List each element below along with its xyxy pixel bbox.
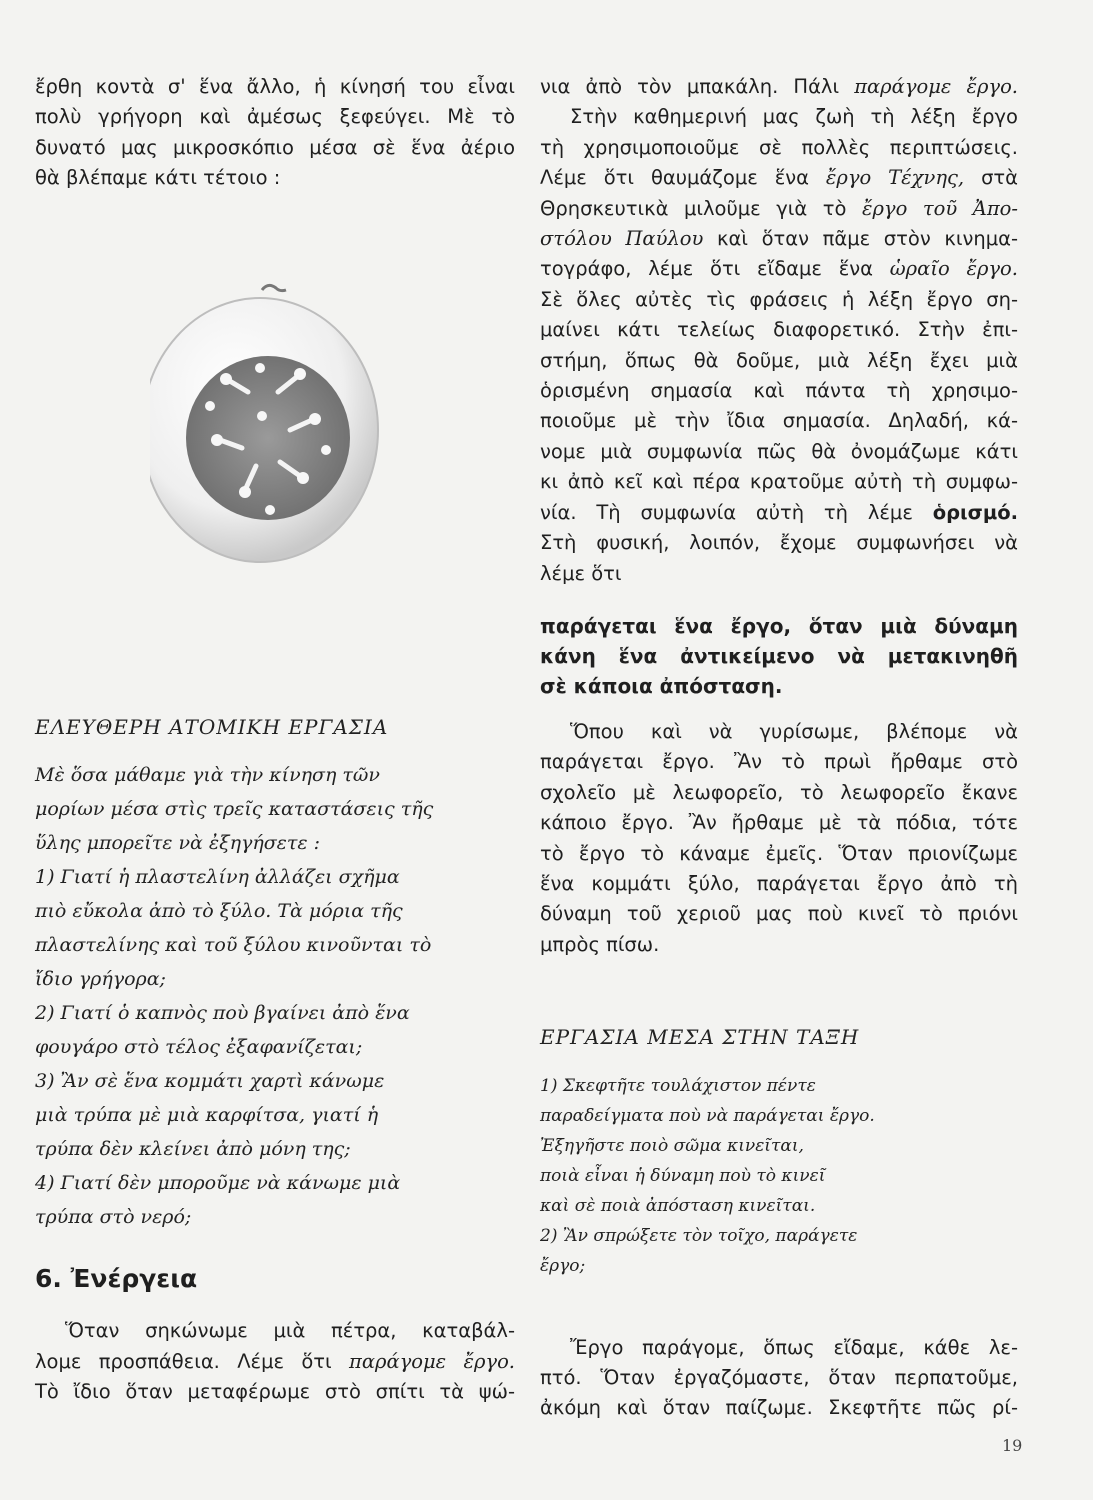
- exercise-line: παραδείγματα ποὺ νὰ παράγεται ἔργο.: [540, 1105, 875, 1126]
- italic-term: στόλου Παύλου: [540, 227, 704, 251]
- text-span: στὰ: [981, 166, 1019, 190]
- text-line: στήμη, ὅπως θὰ δοῦμε, μιὰ λέξη ἔχει μιὰ: [540, 348, 1018, 372]
- text-line: ὁρισμένη σημασία καὶ πάντα τὴ χρησιμο-: [540, 379, 1018, 403]
- exercise-line: τρύπα δὲν κλείνει ἀπὸ μόνη της;: [35, 1138, 351, 1161]
- balloon-molecules-illustration: [150, 280, 450, 580]
- text-span: καὶ ὅταν πᾶμε στὸν κινημα-: [717, 227, 1018, 251]
- text-line: παράγεται ἔργο. Ἂν τὸ πρωὶ ἤρθαμε στὸ: [540, 750, 1018, 774]
- italic-term: παράγομε ἔργο.: [854, 75, 1019, 98]
- definition-block: [540, 611, 1018, 701]
- exercise-line: ἔργο;: [540, 1255, 586, 1276]
- section-title-class-work: ΕΡΓΑΣΙΑ ΜΕΣΑ ΣΤΗΝ ΤΑΞΗ: [540, 1025, 860, 1050]
- bold-term: ὁρισμό.: [932, 500, 1018, 524]
- text-line: ἕνα κομμάτι ξύλο, παράγεται ἔργο ἀπὸ τὴ: [540, 871, 1018, 895]
- text-line: [540, 498, 1018, 528]
- exercise-line: μιὰ τρύπα μὲ μιὰ καρφίτσα, γιατί ἡ: [35, 1104, 379, 1127]
- text-line: δυνατό μας μικροσκόπιο μέσα σὲ ἕνα ἀέριο: [35, 135, 515, 159]
- exercise-line: πιὸ εὔκολα ἀπὸ τὸ ξύλο. Τὰ μόρια τῆς: [35, 900, 403, 923]
- text-line: μπρὸς πίσω.: [540, 932, 660, 956]
- text-line: Στὴν καθημερινή μας ζωὴ τὴ λέξη ἔργο: [570, 105, 1018, 129]
- text-span: λομε προσπάθεια. Λέμε ὅτι: [35, 1349, 332, 1373]
- text-line: ἔρθη κοντὰ σ' ἕνα ἄλλο, ἡ κίνησή του εἶναι: [35, 75, 515, 98]
- exercise-line: Ἐξηγῆστε ποιὸ σῶμα κινεῖται,: [540, 1135, 804, 1156]
- text-line: τὴ χρησιμοποιοῦμε σὲ πολλὲς περιπτώσεις.: [540, 135, 1018, 159]
- text-line: λέμε ὅτι: [540, 561, 622, 585]
- left-column: [35, 72, 515, 1408]
- text-line: θὰ βλέπαμε κάτι τέτοιο :: [35, 166, 281, 190]
- text-line: [540, 224, 1018, 254]
- exercise-line: 4) Γιατί δὲν μποροῦμε νὰ κάνωμε μιὰ: [35, 1172, 401, 1195]
- text-line: πτό. Ὅταν ἐργαζόμαστε, ὅταν περπατοῦμε,: [540, 1365, 1018, 1389]
- exercise-line: καὶ σὲ ποιὰ ἀπόσταση κινεῖται.: [540, 1195, 816, 1216]
- text-line: Τὸ ἴδιο ὅταν μεταφέρωμε στὸ σπίτι τὰ ψώ-: [35, 1380, 515, 1404]
- definition-line: σὲ κάποια ἀπόσταση.: [540, 673, 783, 698]
- text-span: νία. Τὴ συμφωνία αὐτὴ τὴ λέμε: [540, 500, 913, 524]
- exercise-line: μορίων μέσα στὶς τρεῖς καταστάσεις τῆς: [35, 798, 434, 821]
- text-line: [540, 194, 1018, 224]
- section-heading-energy: [35, 1264, 515, 1294]
- text-line: [35, 1347, 515, 1377]
- italic-term: ἔργο Τέχνης,: [825, 166, 965, 190]
- exercise-line: 2) Γιατί ὁ καπνὸς ποὺ βγαίνει ἀπὸ ἕνα: [35, 1002, 410, 1025]
- text-span: Θρησκευτικὰ μιλοῦμε γιὰ τὸ: [540, 196, 847, 220]
- exercise-line: 3) Ἂν σὲ ἕνα κομμάτι χαρτὶ κάνωμε: [35, 1070, 385, 1093]
- exercise-line: 2) Ἂν σπρώξετε τὸν τοῖχο, παράγετε: [540, 1225, 858, 1246]
- text-line: [540, 72, 1018, 102]
- text-line: πολὺ γρήγορη καὶ ἀμέσως ξεφεύγει. Μὲ τὸ: [35, 105, 515, 129]
- text-line: Στὴ φυσική, λοιπόν, ἔχομε συμφωνήσει νὰ: [540, 531, 1018, 555]
- class-exercise-block: [540, 1071, 1018, 1281]
- text-line: κι ἀπὸ κεῖ καὶ πέρα κρατοῦμε αὐτὴ τὴ συμφω-: [540, 470, 1018, 494]
- text-line: κάποιο ἔργο. Ἂν ἤρθαμε μὲ τὰ πόδια, τότε: [540, 811, 1018, 835]
- text-line: ἀκόμη καὶ ὅταν παίζωμε. Σκεφτῆτε πῶς ρί-: [540, 1396, 1018, 1420]
- text-line: μαίνει κάτι τελείως διαφορετικό. Στὴν ἐπι-: [540, 318, 1018, 342]
- exercise-block: [35, 758, 515, 1234]
- exercise-line: ποιὰ εἶναι ἡ δύναμη ποὺ τὸ κινεῖ: [540, 1165, 826, 1186]
- heading-number: 6.: [35, 1264, 62, 1294]
- italic-term: παράγομε ἔργο.: [349, 1349, 516, 1373]
- microscope-view-circle: [186, 356, 350, 520]
- exercise-line: 1) Σκεφτῆτε τουλάχιστον πέντε: [540, 1075, 816, 1096]
- exercise-line: φουγάρο στὸ τέλος ἐξαφανίζεται;: [35, 1036, 363, 1059]
- text-line: Ὅπου καὶ νὰ γυρίσωμε, βλέπομε νὰ: [570, 719, 1018, 743]
- page-number: 19: [1002, 1436, 1023, 1455]
- text-line: Σὲ ὅλες αὐτὲς τὶς φράσεις ἡ λέξη ἔργο ση-: [540, 287, 1018, 311]
- definition-line: κάνη ἕνα ἀντικείμενο νὰ μετακινηθῆ: [540, 643, 1018, 668]
- exercise-line: Μὲ ὅσα μάθαμε γιὰ τὴν κίνηση τῶν: [35, 764, 380, 787]
- italic-term: ὡραῖο ἔργο.: [889, 257, 1018, 281]
- balloon-knot: [262, 285, 286, 290]
- text-line: τὸ ἔργο τὸ κάναμε ἐμεῖς. Ὅταν πριονίζωμε: [540, 841, 1018, 865]
- text-line: Ὅταν σηκώνωμε μιὰ πέτρα, καταβάλ-: [65, 1319, 515, 1343]
- text-span: Λέμε ὅτι θαυμάζομε ἕνα: [540, 166, 809, 190]
- section-title-free-work: ΕΛΕΥΘΕΡΗ ΑΤΟΜΙΚΗ ΕΡΓΑΣΙΑ: [35, 714, 389, 739]
- text-line: Ἔργο παράγομε, ὅπως εἴδαμε, κάθε λε-: [570, 1335, 1018, 1359]
- heading-text: Ἐνέργεια: [70, 1264, 198, 1294]
- text-line: [540, 163, 1018, 193]
- text-line: ποιοῦμε μὲ τὴν ἴδια σημασία. Δηλαδή, κά-: [540, 409, 1018, 433]
- exercise-line: πλαστελίνης καὶ τοῦ ξύλου κινοῦνται τὸ: [35, 934, 432, 957]
- exercise-line: 1) Γιατί ἡ πλαστελίνη ἀλλάζει σχῆμα: [35, 866, 400, 889]
- text-line: [540, 254, 1018, 284]
- right-column: [540, 72, 1018, 1424]
- exercise-line: ὕλης μπορεῖτε νὰ ἐξηγήσετε :: [35, 832, 321, 855]
- italic-term: ἔργο τοῦ Ἀπο-: [861, 196, 1018, 220]
- definition-line: παράγεται ἕνα ἔργο, ὅταν μιὰ δύναμη: [540, 613, 1018, 638]
- text-line: δύναμη τοῦ χεριοῦ μας ποὺ κινεῖ τὸ πριόνι: [540, 902, 1018, 926]
- exercise-line: ἴδιο γρήγορα;: [35, 968, 166, 991]
- text-span: τογράφο, λέμε ὅτι εἴδαμε ἕνα: [540, 257, 873, 281]
- text-line: νομε μιὰ συμφωνία πῶς θὰ ὀνομάζωμε κάτι: [540, 439, 1018, 463]
- text-line: σχολεῖο μὲ λεωφορεῖο, τὸ λεωφορεῖο ἔκανε: [540, 780, 1018, 804]
- exercise-line: τρύπα στὸ νερό;: [35, 1206, 192, 1229]
- text-span: νια ἀπὸ τὸν μπακάλη. Πάλι: [540, 75, 840, 98]
